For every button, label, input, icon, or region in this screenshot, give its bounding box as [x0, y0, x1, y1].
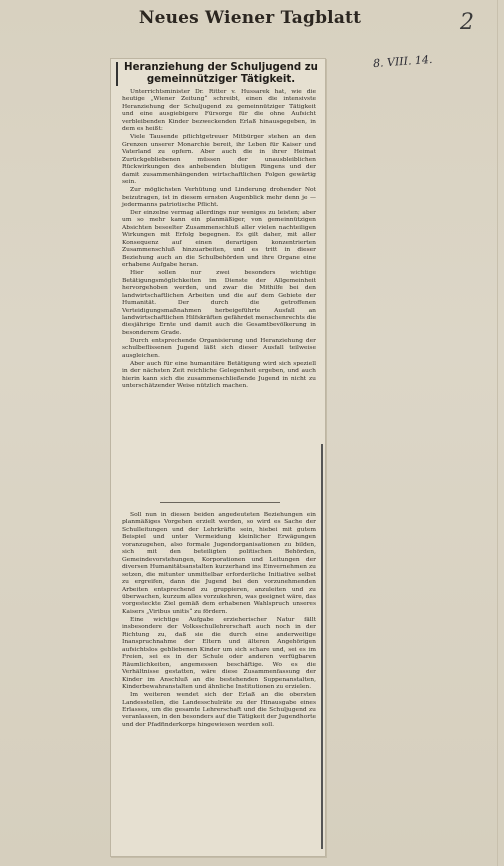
- article-body-part2: [122, 511, 316, 729]
- article-body-part1: [122, 88, 316, 390]
- article-paragraph: Hier sollen nur zwei besonders wichtige Betätigungsmöglichkeiten im Dienste der Allgemeinheit hervorgehoben werden, und zwar die Mithilfe bei den landwirtschaftlichen Arbeiten und die auf dem Gebiete der Humanität. Der durch die getroffenen Verteidigungsmaßnahmen herbeigeführte Ausfall an landwirtschaftlichen Hilfskräften gefährdet menschenrechts die diesjährige Ernte und damit auch die Gesamtbevölkerung in besonderem Grade.: [122, 269, 316, 336]
- handwritten-page-number: 2: [460, 10, 474, 35]
- article-paragraph: Soll nun in diesen beiden angedeuteten Beziehungen ein planmäßiges Vorgehen erzielt werden, so wird es Sache der Schulleitungen und der Lehrkräfte sein, hiebei mit gutem Beispiel und unter Vermeidung kleinlicher Erwägungen voranzugehen, also formale Jugendorganisationen zu bilden, sich mit den beteiligten politischen Behörden, Gemeindevorstehungen, Korporationen und Leitungen der diversen Humanitätsanstalten kurzerhand ins Einvernehmen zu setzen, die mitunter unmittelbar erforderliche Initiative selbst zu ergreifen, dann die Jugend bei den vorzunehmenden Arbeiten entsprechend zu gruppieren, anzuleiten und zu überwachen, kurzum alles vorzukehren, was geeignet wäre, das vorgesteckte Ziel gemäß dem erhabenen Wahlspruch unseres Kaisers „Viribus unitis“ zu fördern.: [122, 511, 316, 615]
- section-divider: [160, 502, 280, 503]
- article-paragraph: Viele Tausende pflichtgetreuer Mitbürger stehen an den Grenzen unserer Monarchie bereit, ihr Leben für Kaiser und Vaterland zu opfern. Aber auch die in ihrer Heimat Zurückgebliebenen müssen der unausbleiblichen Rückwirkungen des anhebenden blutigen Ringens und der damit zusammenhängenden wirtschaftlichen Folgen gewärtig sein.: [122, 133, 316, 186]
- article-paragraph: Zur möglichsten Verhütung und Linderung drohender Not beizutragen, ist in diesem ernsten Augenblick mehr denn je — jedermanns patriotische Pflicht.: [122, 186, 316, 208]
- article-paragraph: Durch entsprechende Organisierung und Heranziehung der schulbeflissenen Jugend läßt sich dieser Ausfall teilweise ausgleichen.: [122, 336, 316, 359]
- article-paragraph: Unterrichtsminister Dr. Ritter v. Hussarek hat, wie die heutige „Wiener Zeitung“ schreibt, einen die intensivste Heranziehung der Schuljugend zu gemeinnütziger Tätigkeit und eine ausgiebigere Fürsorge für die ohne Aufsicht verbleibenden Kinder bezweckenden Erlaß hinausgegeben, in dem es heißt:: [122, 88, 316, 133]
- article-paragraph: Der einzelne vermag allerdings nur weniges zu leisten; aber um so mehr kann ein planmäßiger, von gemeinnützigen Absichten beseelter Zusammenschluß aller vielen nachteiligen Wirkungen mit Erfolg begegnen. Es gilt daher, mit aller Konsequenz auf einen derartigen konzentrierten Zusammenschluß hinzuarbeiten, und es tritt in dieser Beziehung auch an die Schulbehörden und ihre Organe eine erhabene Aufgabe heran.: [122, 209, 316, 269]
- clipping-margin-mark: [116, 62, 118, 86]
- article-paragraph: Im weiteren wendet sich der Erlaß an die obersten Landesstellen, die Landesschulräte zu der Hinausgabe eines Erlasses, um die gesamte Lehrerschaft und die Schuljugend zu veranlassen, in den besonders auf die Tätigkeit der Jugendhorte und der Pfadfinderkorps hingewiesen werden soll.: [122, 691, 316, 728]
- newspaper-masthead: Neues Wiener Tagblatt: [138, 8, 362, 28]
- clipping-margin-line: [321, 444, 323, 849]
- sheet-edge-line: [497, 0, 498, 866]
- article-headline: Heranziehung der Schuljugend zu gemeinnütziger Tätigkeit.: [124, 62, 318, 85]
- handwritten-date: 8. VIII. 14.: [372, 52, 433, 71]
- article-paragraph: Aber auch für eine humanitäre Betätigung wird sich speziell in der nächsten Zeit reichliche Gelegenheit ergeben, und auch hierin kann sich die zusammenschließende Jugend in nicht zu unterschätzender Weise nützlich machen.: [122, 359, 316, 390]
- article-paragraph: Eine wichtige Aufgabe erzieherischer Natur fällt insbesondere der Volksschullehrerschaft auch noch in der Richtung zu, daß sie die durch eine anderweitige Inanspruchnahme der Eltern und älteren Angehörigen aufsichtslos gebliebenen Kinder um sich schare und, sei es im Freien, sei es in der Schule oder anderen verfügbaren Räumlichkeiten, angemessen beschäftige. Wo es die Verhältnisse gestatten, wäre diese Zusammenfassung der Kinder im Anschluß an die bestehenden Suppenanstalten, Kinderbewahranstalten und ähnliche Institutionen zu erzielen.: [122, 615, 316, 691]
